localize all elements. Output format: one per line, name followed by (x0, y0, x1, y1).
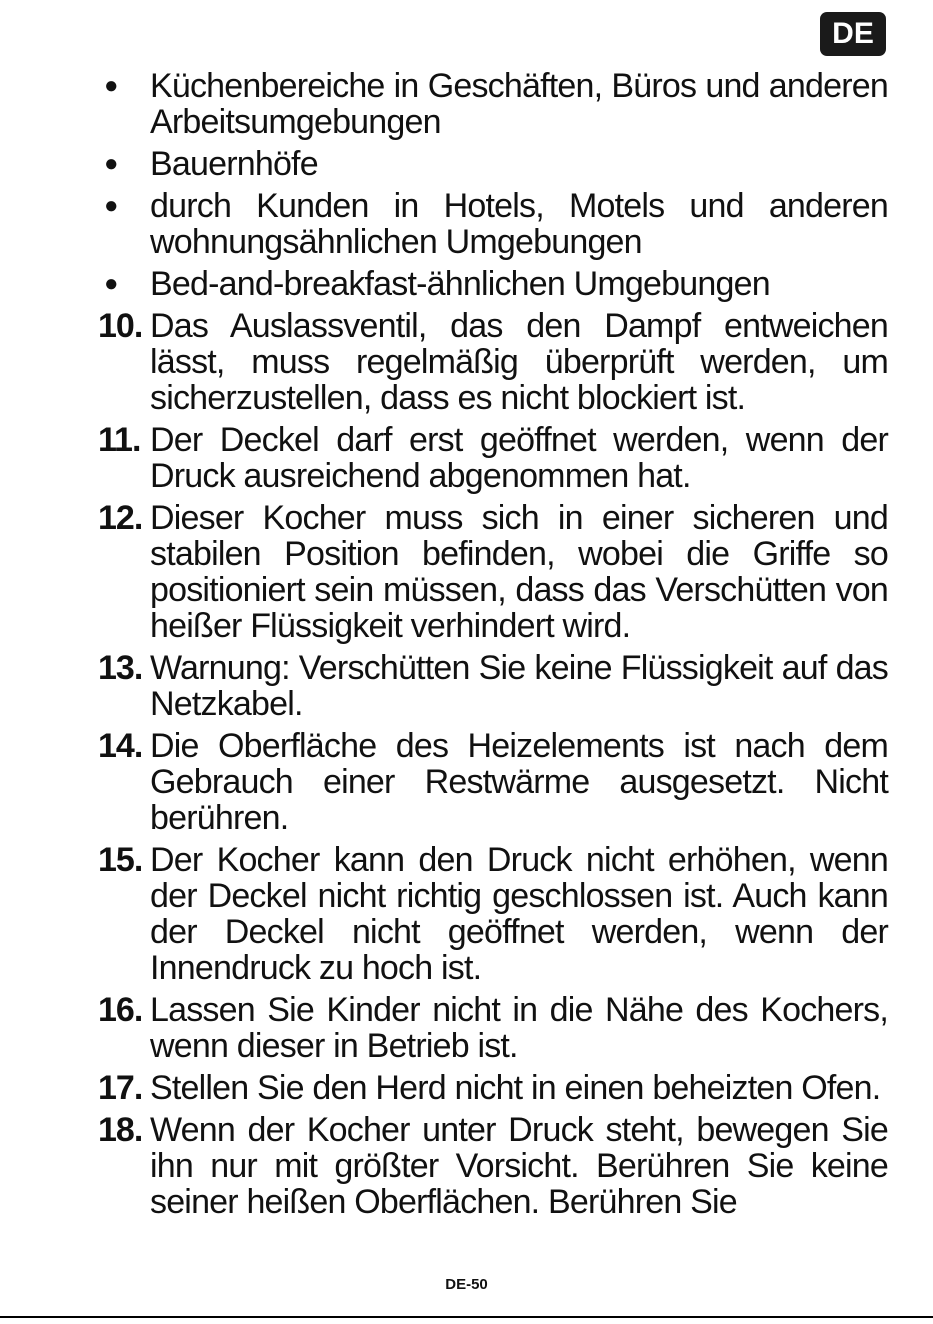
language-badge: DE (820, 12, 886, 56)
bullet-text: Bed-and-breakfast-ähnlichen Umgebungen (150, 265, 770, 303)
item-number: 14. (98, 727, 143, 765)
numbered-item (98, 992, 888, 1064)
numbered-item (98, 1112, 888, 1220)
page-number: DE-50 (445, 1276, 488, 1293)
numbered-item (98, 650, 888, 722)
item-number: 12. (98, 499, 143, 537)
item-number: 15. (98, 841, 143, 879)
numbered-item (98, 422, 888, 494)
bullet-icon: ● (104, 192, 118, 219)
item-number: 17. (98, 1069, 143, 1107)
item-text: Warnung: Verschütten Sie keine Flüssigkeit auf das Netzkabel. (150, 649, 888, 723)
numbered-item (98, 1070, 888, 1106)
bullet-icon: ● (104, 72, 118, 99)
numbered-item (98, 728, 888, 836)
item-text: Die Oberfläche des Heizelements ist nach dem Gebrauch einer Restwärme ausgesetzt. Nicht berühren. (150, 727, 888, 837)
numbered-item (98, 842, 888, 986)
item-text: Das Auslassventil, das den Dampf entweichen lässt, muss regelmäßig überprüft werden, um sicherzustellen, dass es nicht blockiert ist. (150, 307, 888, 417)
bottom-divider (0, 1316, 933, 1318)
item-number: 18. (98, 1111, 143, 1149)
item-text: Der Deckel darf erst geöffnet werden, wenn der Druck ausreichend abgenommen hat. (150, 421, 888, 495)
item-text: Lassen Sie Kinder nicht in die Nähe des Kochers, wenn dieser in Betrieb ist. (150, 991, 888, 1065)
item-text: Dieser Kocher muss sich in einer sicheren und stabilen Position befinden, wobei die Griffe so positioniert sein müssen, dass das Verschütten von heißer Flüssigkeit verhindert wird. (150, 499, 888, 645)
bullet-text: Bauernhöfe (150, 145, 318, 183)
item-text: Wenn der Kocher unter Druck steht, bewegen Sie ihn nur mit größter Vorsicht. Berühren Sie keine seiner heißen Oberflächen. Berühren Sie (150, 1111, 888, 1221)
bullet-icon: ● (104, 270, 118, 297)
bullet-item (98, 146, 888, 182)
bullet-item (98, 266, 888, 302)
bullet-icon: ● (104, 150, 118, 177)
bullet-text: durch Kunden in Hotels, Motels und anderen wohnungsähnlichen Umgebungen (150, 187, 888, 261)
bullet-text: Küchenbereiche in Geschäften, Büros und anderen Arbeitsumgebungen (150, 67, 888, 141)
item-text: Stellen Sie den Herd nicht in einen beheizten Ofen. (150, 1069, 881, 1107)
bullet-item (98, 188, 888, 260)
numbered-item (98, 500, 888, 644)
instruction-list (98, 68, 888, 1226)
bullet-item (98, 68, 888, 140)
item-number: 16. (98, 991, 143, 1029)
item-number: 11. (98, 421, 141, 459)
item-number: 13. (98, 649, 143, 687)
numbered-item (98, 308, 888, 416)
item-number: 10. (98, 307, 143, 345)
item-text: Der Kocher kann den Druck nicht erhöhen, wenn der Deckel nicht richtig geschlossen ist. Auch kann der Deckel nicht geöffnet werden, wenn der Innendruck zu hoch ist. (150, 841, 888, 987)
